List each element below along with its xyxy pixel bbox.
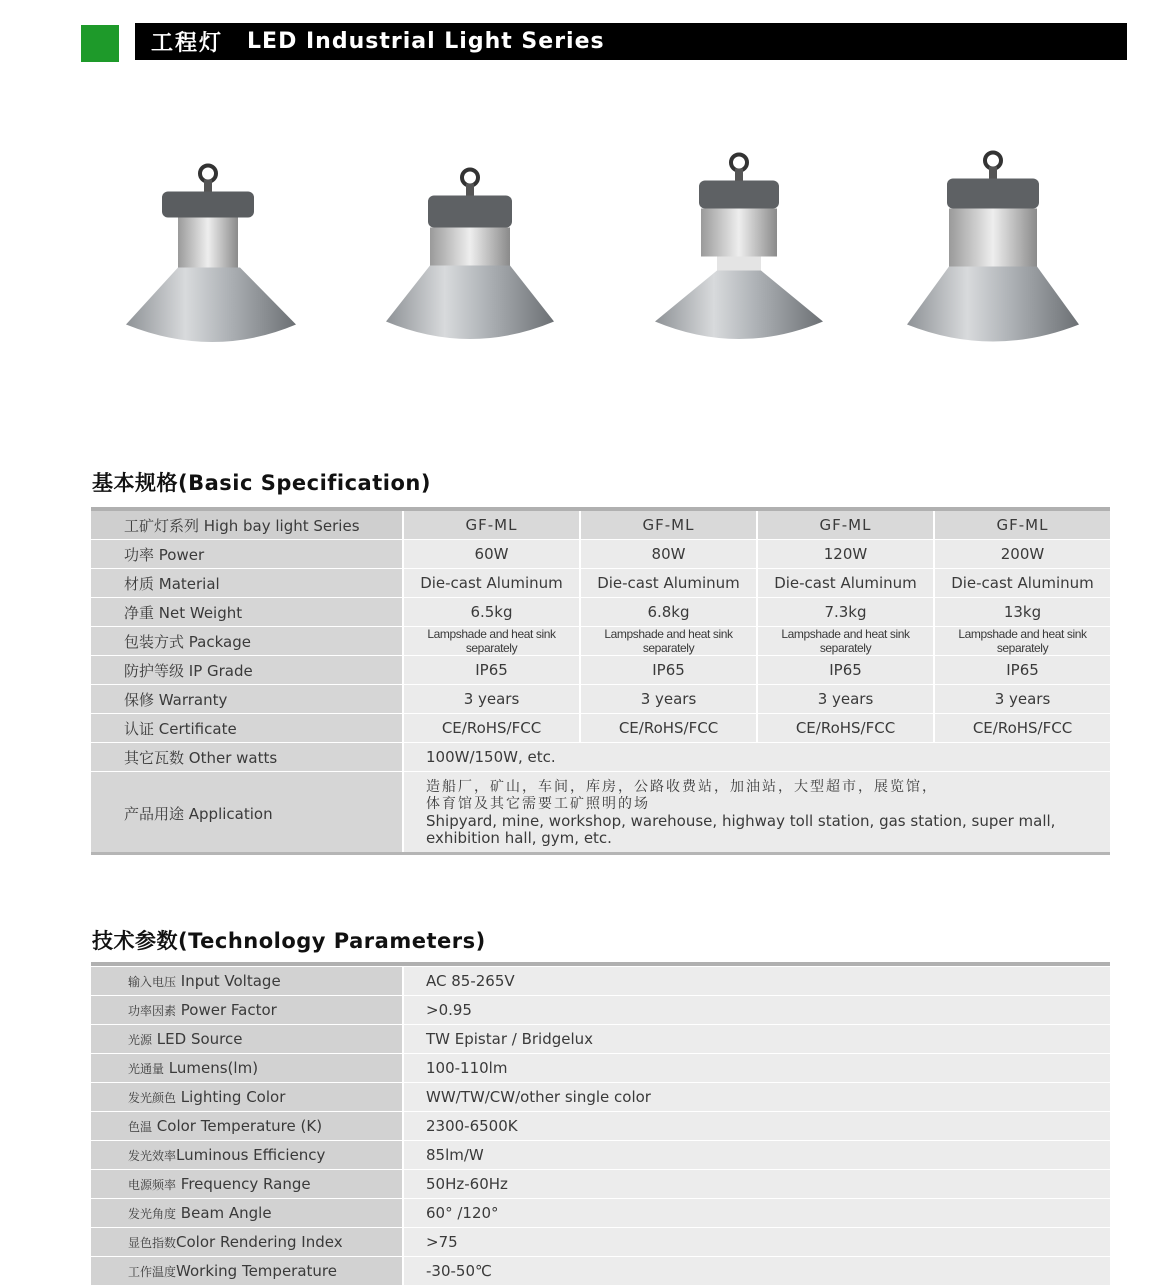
application-zh-line-2: 体育馆及其它需要工矿照明的场 (426, 796, 650, 812)
row-label (91, 967, 403, 996)
label-zh: 发光效率 (128, 1149, 177, 1163)
table-row (91, 714, 1110, 743)
cell: 120W (757, 540, 934, 569)
cell: IP65 (580, 656, 757, 685)
cell: 60° /120° (403, 1199, 1110, 1228)
cell: IP65 (757, 656, 934, 685)
row-label (91, 1025, 403, 1054)
accent-square (81, 25, 119, 62)
label-zh: 工作温度 (128, 1265, 177, 1279)
label-en: Input Voltage (180, 972, 281, 990)
cell: Die-cast Aluminum (757, 569, 934, 598)
cell: CE/RoHS/FCC (757, 714, 934, 743)
cell: 50Hz-60Hz (403, 1170, 1110, 1199)
table-row (91, 1170, 1110, 1199)
cell: Lampshade and heat sink separately (403, 627, 580, 656)
table-row (91, 569, 1110, 598)
row-label (91, 1141, 403, 1170)
cell: IP65 (934, 656, 1110, 685)
table-row (91, 1112, 1110, 1141)
row-label (91, 1170, 403, 1199)
label-zh: 显色指数 (128, 1236, 177, 1250)
cell: 7.3kg (757, 598, 934, 627)
tech-table-topline (91, 962, 1110, 966)
cell: 100-110lm (403, 1054, 1110, 1083)
table-row (91, 511, 1110, 540)
table-row (91, 656, 1110, 685)
row-label (91, 1257, 403, 1286)
row-label: 包装方式 Package (91, 627, 403, 656)
other-watts-value: 100W/150W, etc. (403, 743, 1110, 772)
cell: 60W (403, 540, 580, 569)
cell: Lampshade and heat sink separately (934, 627, 1110, 656)
label-zh: 输入电压 (128, 975, 177, 989)
label-zh: 发光角度 (128, 1207, 177, 1221)
row-label: 保修 Warranty (91, 685, 403, 714)
model-3: GF-ML (757, 511, 934, 540)
label-zh: 色温 (128, 1120, 153, 1134)
cell: Lampshade and heat sink separately (580, 627, 757, 656)
row-label (91, 1112, 403, 1141)
table-row (91, 1257, 1110, 1286)
cell: 6.8kg (580, 598, 757, 627)
label-en: Frequency Range (180, 1175, 311, 1193)
table-row (91, 1025, 1110, 1054)
cell: IP65 (403, 656, 580, 685)
lamp-image-4 (903, 144, 1093, 359)
cell: AC 85-265V (403, 967, 1110, 996)
label-zh: 发光颜色 (128, 1091, 177, 1105)
row-label (91, 1228, 403, 1257)
table-row (91, 598, 1110, 627)
basic-table-bottom (91, 852, 1110, 855)
lamp-image-2 (378, 154, 568, 369)
table-row (91, 685, 1110, 714)
label-en: Luminous Efficiency (176, 1146, 326, 1164)
cell: WW/TW/CW/other single color (403, 1083, 1110, 1112)
cell: -30-50℃ (403, 1257, 1110, 1286)
table-row (91, 1199, 1110, 1228)
cell: 6.5kg (403, 598, 580, 627)
cell: Die-cast Aluminum (580, 569, 757, 598)
cell: TW Epistar / Bridgelux (403, 1025, 1110, 1054)
label-zh: 功率因素 (128, 1004, 177, 1018)
row-label: 其它瓦数 Other watts (91, 743, 403, 772)
row-label (91, 996, 403, 1025)
table-row (91, 743, 1110, 772)
cell: 13kg (934, 598, 1110, 627)
label-zh: 电源频率 (128, 1178, 177, 1192)
cell: CE/RoHS/FCC (580, 714, 757, 743)
application-zh-line-1: 造船厂，矿山，车间，库房，公路收费站，加油站，大型超市，展览馆， (426, 779, 938, 795)
label-en: Power Factor (180, 1001, 277, 1019)
row-label: 功率 Power (91, 540, 403, 569)
row-label (91, 1199, 403, 1228)
table-row (91, 967, 1110, 996)
header-bar (135, 23, 1127, 60)
label-en: Color Rendering Index (176, 1233, 343, 1251)
label-en: Beam Angle (180, 1204, 272, 1222)
header-title-en: LED Industrial Light Series (247, 29, 605, 54)
cell: CE/RoHS/FCC (403, 714, 580, 743)
table-row (91, 1141, 1110, 1170)
label-zh: 光通量 (128, 1062, 165, 1076)
table-row (91, 1083, 1110, 1112)
header-title-zh: 工程灯 (151, 31, 224, 56)
table-row (91, 540, 1110, 569)
cell: Lampshade and heat sink separately (757, 627, 934, 656)
tech-params-table (91, 967, 1110, 1286)
row-label: 材质 Material (91, 569, 403, 598)
table-row (91, 772, 1110, 855)
row-label: 防护等级 IP Grade (91, 656, 403, 685)
cell: 200W (934, 540, 1110, 569)
row-label (91, 1054, 403, 1083)
row-label: 认证 Certificate (91, 714, 403, 743)
lamp-image-1 (118, 152, 308, 367)
label-en: Working Temperature (176, 1262, 337, 1280)
model-4: GF-ML (934, 511, 1110, 540)
table-row (91, 627, 1110, 656)
label-zh: 光源 (128, 1033, 153, 1047)
cell: 3 years (757, 685, 934, 714)
cell: >0.95 (403, 996, 1110, 1025)
table-row (91, 1228, 1110, 1257)
cell: >75 (403, 1228, 1110, 1257)
cell: Die-cast Aluminum (403, 569, 580, 598)
basic-spec-title: 基本规格(Basic Specification) (92, 471, 431, 495)
row-label (91, 1083, 403, 1112)
product-gallery (110, 140, 1100, 360)
cell: 3 years (580, 685, 757, 714)
table-row (91, 996, 1110, 1025)
cell: 2300-6500K (403, 1112, 1110, 1141)
label-en: LED Source (156, 1030, 243, 1048)
application-value (403, 772, 1110, 855)
cell: Die-cast Aluminum (934, 569, 1110, 598)
application-en-line-1: Shipyard, mine, workshop, warehouse, highway toll station, gas station, super mall, (426, 812, 1056, 830)
model-1: GF-ML (403, 511, 580, 540)
basic-spec-table (91, 511, 1110, 855)
table-row (91, 1054, 1110, 1083)
tech-params-title: 技术参数(Technology Parameters) (92, 929, 486, 953)
model-2: GF-ML (580, 511, 757, 540)
cell: CE/RoHS/FCC (934, 714, 1110, 743)
series-label: 工矿灯系列 High bay light Series (91, 511, 403, 540)
cell: 3 years (934, 685, 1110, 714)
application-en-line-2: exhibition hall, gym, etc. (426, 829, 612, 847)
row-label: 净重 Net Weight (91, 598, 403, 627)
cell: 85lm/W (403, 1141, 1110, 1170)
cell: 80W (580, 540, 757, 569)
label-en: Lighting Color (180, 1088, 286, 1106)
row-label: 产品用途 Application (91, 772, 403, 855)
lamp-image-3 (647, 144, 837, 359)
cell: 3 years (403, 685, 580, 714)
label-en: Color Temperature (K) (156, 1117, 323, 1135)
label-en: Lumens(lm) (168, 1059, 259, 1077)
